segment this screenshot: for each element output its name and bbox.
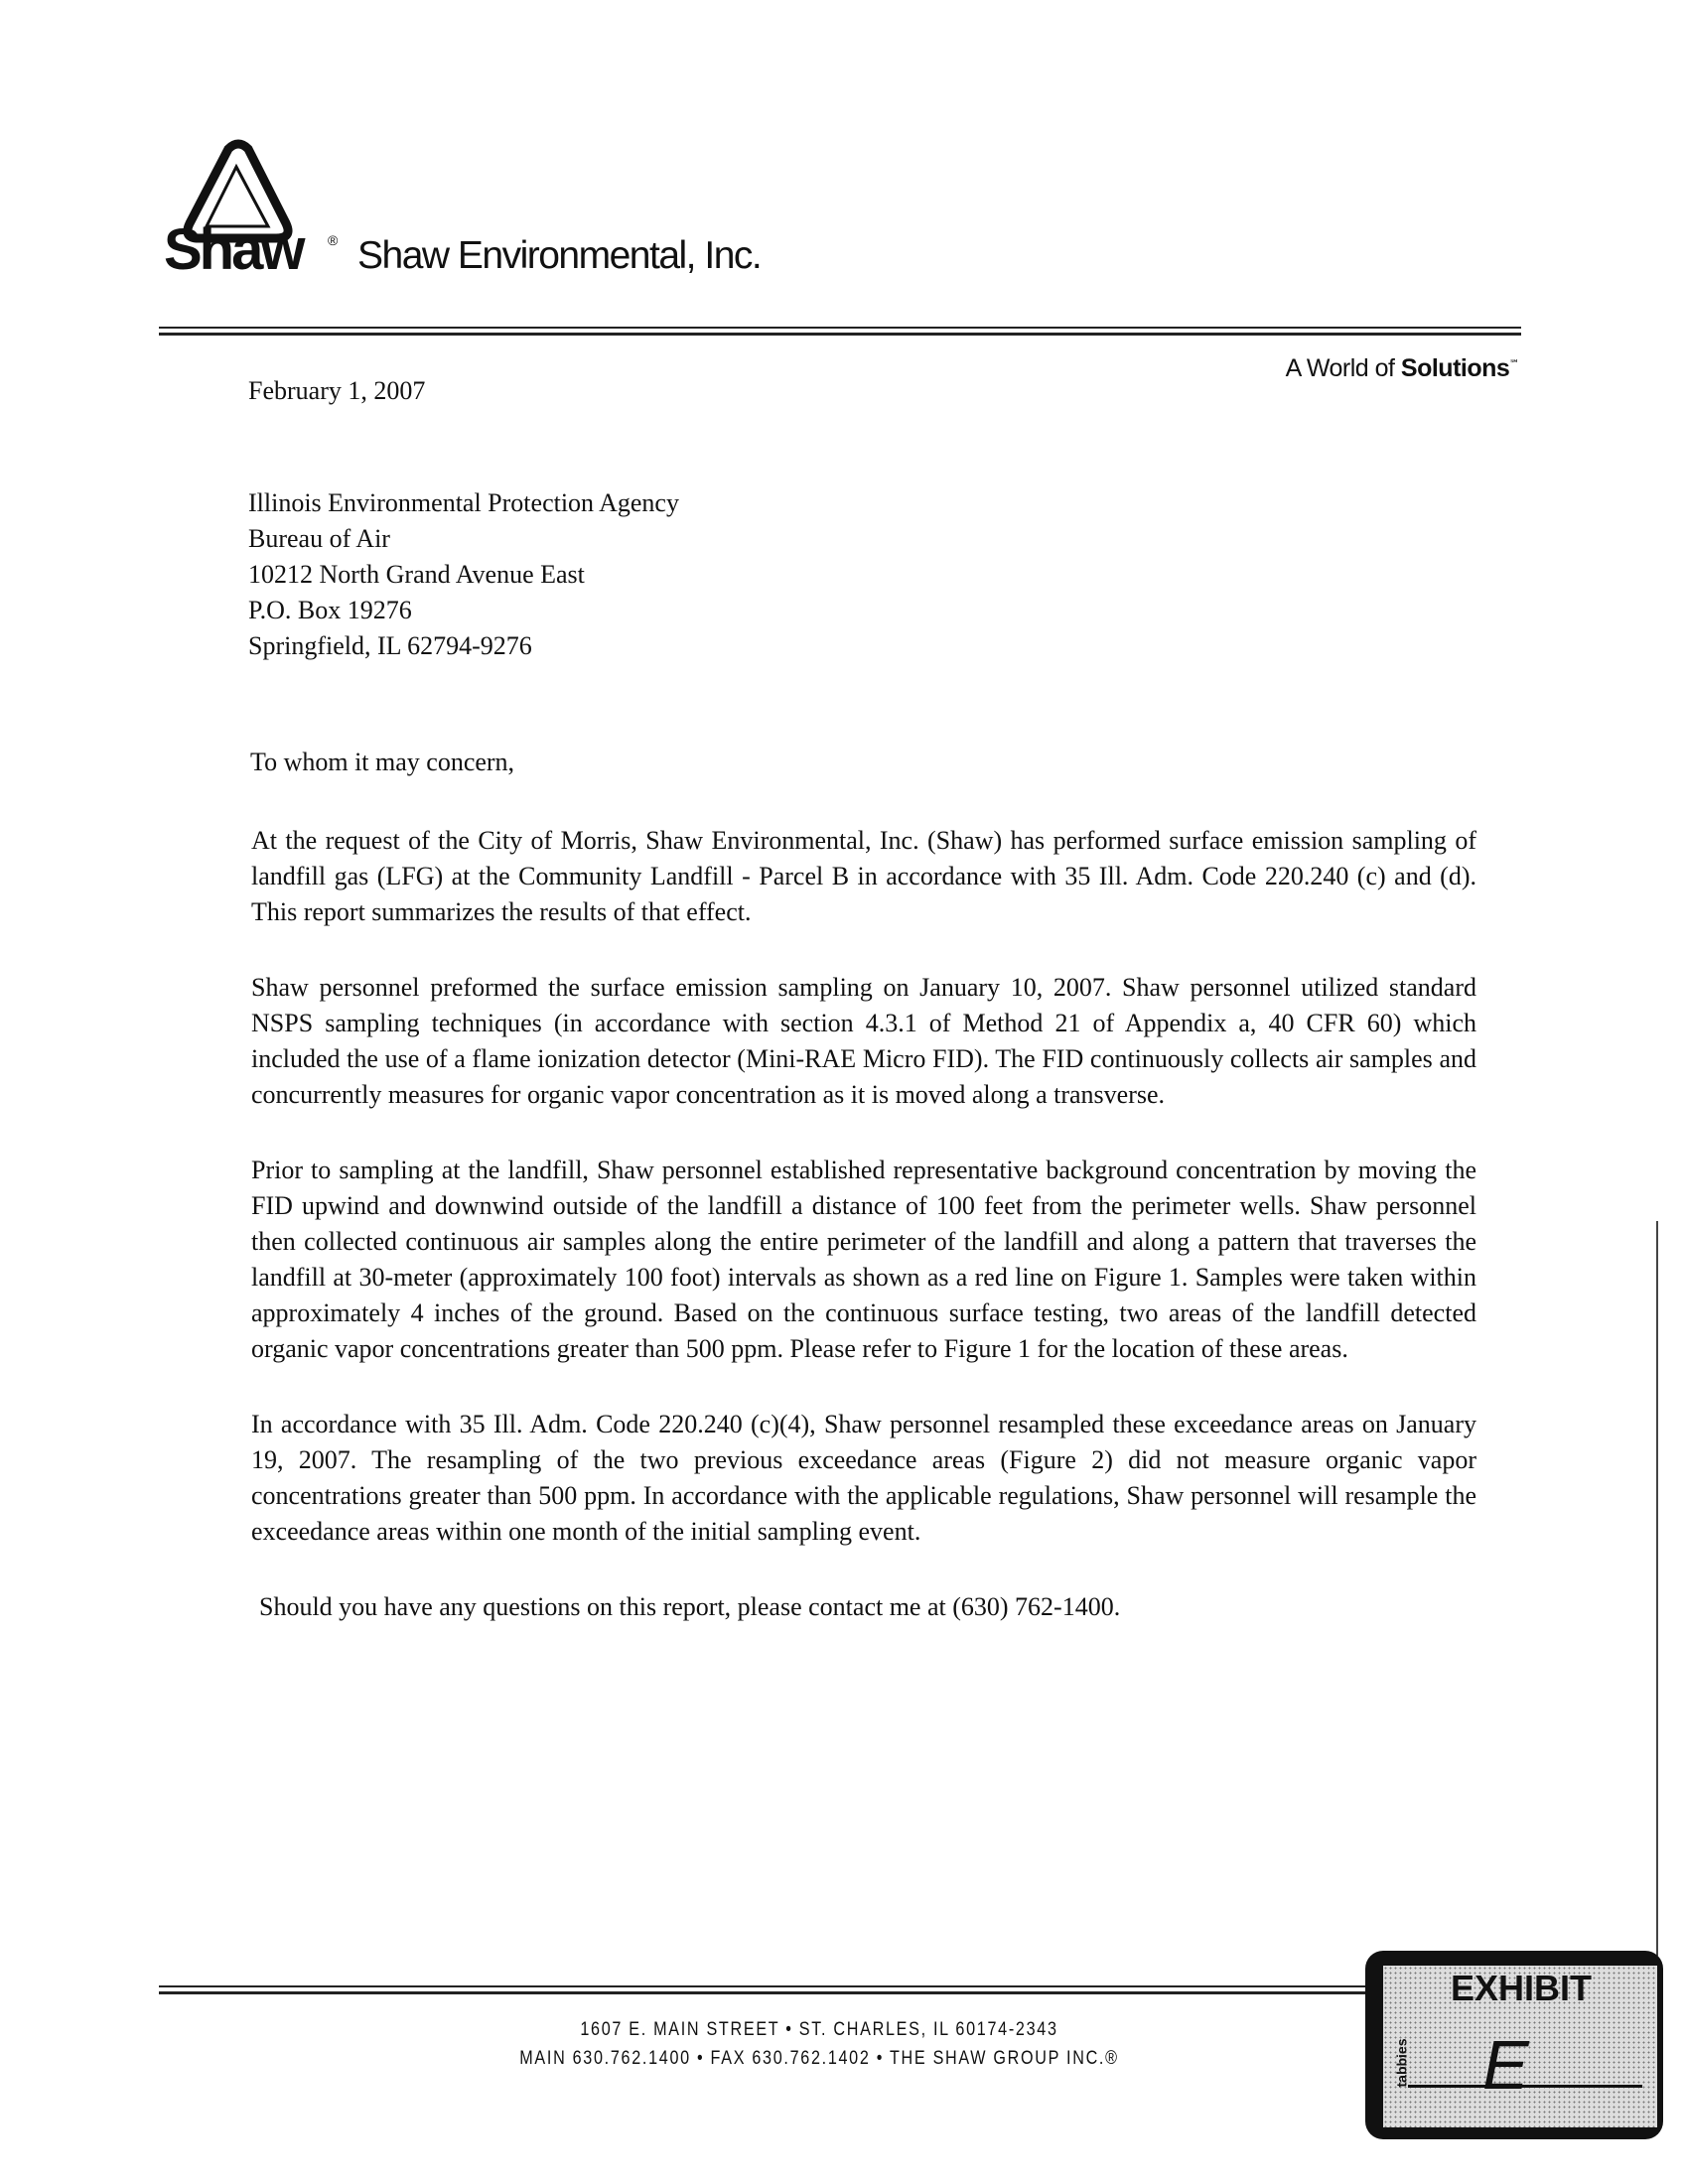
address-line: 10212 North Grand Avenue East bbox=[248, 560, 585, 589]
body-paragraph: At the request of the City of Morris, Shaw Environmental, Inc. (Shaw) has performed surface emission sampling of landfill gas (LFG) at the Community Landfill - Parcel B in accordance with 35 Ill. Adm. Code 220.240 (c) and (d). This report summarizes the results of that effect. bbox=[251, 826, 1476, 926]
exhibit-sticker bbox=[1365, 1951, 1663, 2139]
body-paragraph: Shaw personnel preformed the surface emission sampling on January 10, 2007. Shaw personnel utilized standard NSPS sampling techniques (in accordance with section 4.3.1 of Method 21 of Appendix a, 40 CFR 60) which included the use of a flame ionization detector (Mini-RAE Micro FID). The FID continuously collects air samples and concurrently measures for organic vapor concentration as it is moved along a transverse. bbox=[251, 973, 1476, 1109]
registered-mark: ® bbox=[328, 232, 339, 248]
address-line: Bureau of Air bbox=[248, 524, 390, 553]
letter-date: February 1, 2007 bbox=[248, 376, 426, 405]
tagline bbox=[1286, 354, 1519, 383]
exhibit-underline bbox=[1408, 2085, 1642, 2088]
recipient-address bbox=[248, 485, 679, 664]
tagline-bold: Solutions bbox=[1400, 354, 1510, 382]
body-paragraph: In accordance with 35 Ill. Adm. Code 220.240 (c)(4), Shaw personnel resampled these exceedance areas on January 19, 2007. The resampling of the two previous exceedance areas (Figure 2) did not measure organic vapor concentrations greater than 500 ppm. In accordance with the applicable regulations, Shaw personnel will resample the exceedance areas within one month of the initial sampling event. bbox=[251, 1410, 1476, 1546]
exhibit-letter: E bbox=[1482, 2026, 1529, 2104]
service-mark: ℠ bbox=[1509, 358, 1519, 370]
address-line: Illinois Environmental Protection Agency bbox=[248, 488, 679, 517]
footer-rule bbox=[159, 1991, 1365, 1994]
address-line: Springfield, IL 62794-9276 bbox=[248, 631, 532, 660]
shaw-logo-wordmark: Shaw bbox=[164, 217, 303, 282]
exhibit-title: EXHIBIT bbox=[1451, 1968, 1593, 2008]
header-rule bbox=[159, 333, 1521, 336]
letter-body bbox=[251, 823, 1476, 1665]
salutation: To whom it may concern, bbox=[250, 748, 515, 776]
body-paragraph: Should you have any questions on this report, please contact me at (630) 762-1400. bbox=[259, 1592, 1121, 1621]
footer-line: MAIN 630.762.1400 • FAX 630.762.1402 • THE SHAW GROUP INC.® bbox=[519, 2048, 1119, 2069]
footer-address bbox=[461, 2015, 1179, 2073]
tagline-prefix: A World of bbox=[1285, 354, 1401, 382]
exhibit-brand: tabbies bbox=[1393, 2038, 1410, 2088]
footer-rule bbox=[159, 1985, 1365, 1987]
header-rule bbox=[159, 327, 1521, 329]
body-paragraph: Prior to sampling at the landfill, Shaw personnel established representative background concentration by moving the FID upwind and downwind outside of the landfill a distance of 100 feet from the perimeter wells. Shaw personnel then collected continuous air samples along the entire perimeter of the landfill and along a pattern that traverses the landfill at 30-meter (approximately 100 foot) intervals as shown as a red line on Figure 1. Samples were taken within approximately 4 inches of the ground. Based on the continuous surface testing, two areas of the landfill detected organic vapor concentrations greater than 500 ppm. Please refer to Figure 1 for the location of these areas. bbox=[251, 1156, 1476, 1363]
scan-edge-line bbox=[1656, 1221, 1658, 1956]
company-name: Shaw Environmental, Inc. bbox=[357, 234, 762, 277]
exhibit-sticker-face bbox=[1383, 1966, 1657, 2127]
address-line: P.O. Box 19276 bbox=[248, 596, 412, 624]
footer-line: 1607 E. MAIN STREET • ST. CHARLES, IL 60174-2343 bbox=[580, 2019, 1058, 2040]
